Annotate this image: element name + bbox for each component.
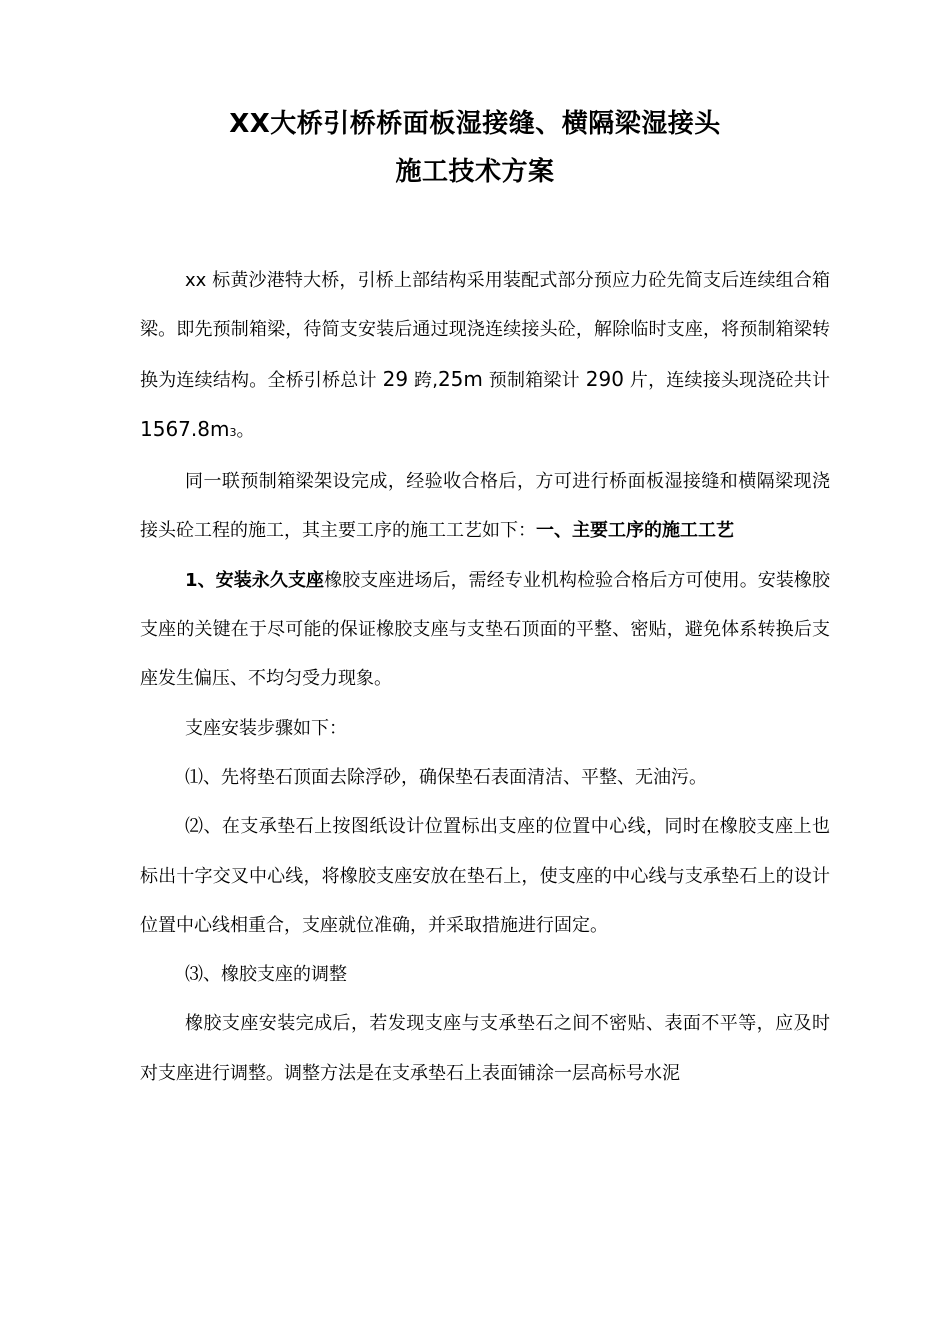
paragraph-3 (140, 556, 830, 704)
p1-text-d: 片，连续接头现浇砼共计 (623, 369, 830, 391)
p1-concrete-volume: 1567.8m (140, 416, 230, 441)
p1-superscript: 3 (229, 425, 237, 439)
paragraph-7: ⑶、橡胶支座的调整 (185, 964, 347, 986)
p1-text-a: xx 标黄沙港特大桥，引桥上部结构采用装配式部分预应力砼先简支后连续组合箱梁。即先预制箱梁，待简支安装后通过现浇连续接头砼，解除临时支座，将预制箱梁转换为连续结构。全桥引桥总计 (140, 270, 830, 391)
p1-text-b: 跨, (408, 369, 438, 391)
title-line-2: 施工技术方案 (395, 157, 555, 187)
paragraph-8: 橡胶支座安装完成后，若发现支座与支承垫石之间不密贴、表面不平等，应及时对支座进行调整。调整方法是在支承垫石上表面铺涂一层高标号水泥 (140, 1013, 830, 1084)
title-line-1: XX大桥引桥桥面板湿接缝、横隔梁湿接头 (229, 109, 721, 139)
section-heading-1: 一、主要工序的施工工艺 (536, 520, 734, 542)
p1-span-count: 29 (382, 366, 409, 391)
p1-text-c: 预制箱梁计 (482, 369, 586, 391)
subsection-heading-1: 1、安装永久支座 (185, 569, 325, 591)
p1-beam-count: 290 (585, 366, 624, 391)
document-body (140, 256, 830, 1098)
paragraph-1 (140, 256, 830, 457)
paragraph-2 (140, 457, 830, 556)
paragraph-6: ⑵、在支承垫石上按图纸设计位置标出支座的位置中心线，同时在橡胶支座上也标出十字交叉中心线，将橡胶支座安放在垫石上，使支座的中心线与支承垫石上的设计位置中心线相重合，支座就位准确，并采取措施进行固定。 (140, 816, 830, 936)
p3-text: 橡胶支座进场后，需经专业机构检验合格后方可使用。安装橡胶支座的关键在于尽可能的保证橡胶支座与支垫石顶面的平整、密贴，避免体系转换后支座发生偏压、不均匀受力现象。 (140, 569, 830, 690)
paragraph-4: 支座安装步骤如下： (185, 717, 347, 739)
p2-text: 同一联预制箱梁架设完成，经验收合格后，方可进行桥面板湿接缝和横隔梁现浇接头砼工程的施工，其主要工序的施工工艺如下： (140, 471, 830, 542)
p1-text-e: 。 (236, 419, 255, 441)
p1-beam-length: 25m (437, 366, 483, 391)
paragraph-5: ⑴、先将垫石顶面去除浮砂，确保垫石表面清洁、平整、无油污。 (185, 766, 707, 788)
